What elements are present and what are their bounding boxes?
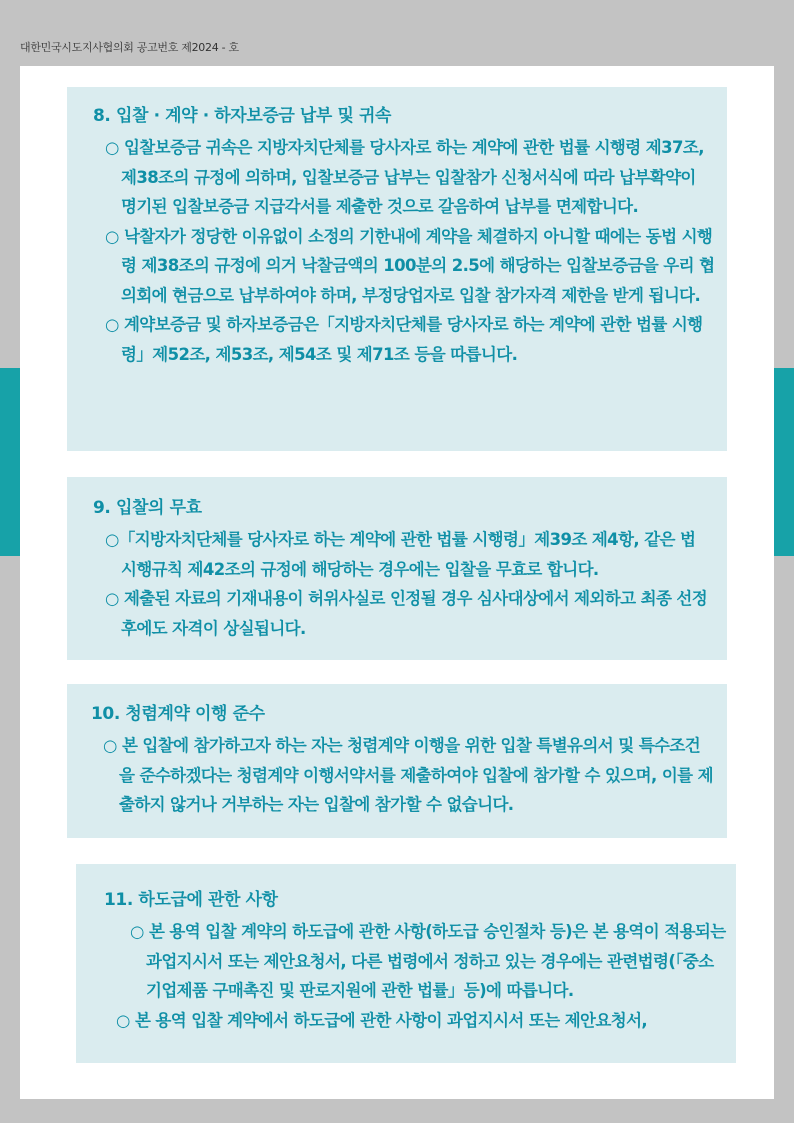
section-bid-deposit [67,87,727,451]
section-subcontract [76,864,736,1063]
section-integrity-contract [67,684,727,838]
section-item: ○ 입찰보증금 귀속은 지방자치단체를 당사자로 하는 계약에 관한 법률 시행령 제37조, 제38조의 규정에 의하며, 입찰보증금 납부는 입찰참가 신청서식에 따라 납부확약이 명기된 입찰보증금 지급각서를 제출한 것으로 갈음하여 납부를 면제합니다. [105,138,704,216]
left-accent-band [0,368,20,556]
section-item: ○ 본 용역 입찰 계약의 하도급에 관한 사항(하도급 승인절차 등)은 본 용역이 적용되는 과업지시서 또는 제안요청서, 다른 법령에서 정하고 있는 경우에는 관련법령(「중소기업제품 구매촉진 및 판로지원에 관한 법률」등)에 따릅니다. [130,922,726,1000]
section-item: ○ 계약보증금 및 하자보증금은「지방자치단체를 당사자로 하는 계약에 관한 법률 시행령」제52조, 제53조, 제54조 및 제71조 등을 따릅니다. [105,315,703,364]
section-title: 8. 입찰 · 계약 · 하자보증금 납부 및 귀속 [93,106,392,126]
section-bid-invalidity [67,477,727,660]
document-page [20,66,774,1099]
right-accent-band [774,368,794,556]
section-item: ○ 본 용역 입찰 계약에서 하도급에 관한 사항이 과업지시서 또는 제안요청서, [116,1010,648,1030]
section-item: ○「지방자치단체를 당사자로 하는 계약에 관한 법률 시행령」제39조 제4항, 같은 법 시행규칙 제42조의 규정에 해당하는 경우에는 입찰을 무효로 합니다. [105,530,696,579]
section-title: 10. 청렴계약 이행 준수 [91,704,265,724]
section-title: 9. 입찰의 무효 [93,498,202,518]
section-item: ○ 본 입찰에 참가하고자 하는 자는 청렴계약 이행을 위한 입찰 특별유의서 및 특수조건을 준수하겠다는 청렴계약 이행서약서를 제출하여야 입찰에 참가할 수 있으며, 이를 제출하지 않거나 거부하는 자는 입찰에 참가할 수 없습니다. [103,736,713,814]
document-header: 대한민국시도지사협의회 공고번호 제2024 - 호 [20,41,239,54]
section-item: ○ 낙찰자가 정당한 이유없이 소정의 기한내에 계약을 체결하지 아니할 때에는 동법 시행령 제38조의 규정에 의거 낙찰금액의 100분의 2.5에 해당하는 입찰보증금을 우리 협의회에 현금으로 납부하여야 하며, 부정당업자로 입찰 참가자격 제한을 받게 됩니다. [105,226,715,305]
section-title: 11. 하도급에 관한 사항 [104,890,278,910]
section-item: ○ 제출된 자료의 기재내용이 허위사실로 인정될 경우 심사대상에서 제외하고 최종 선정 후에도 자격이 상실됩니다. [105,589,708,638]
